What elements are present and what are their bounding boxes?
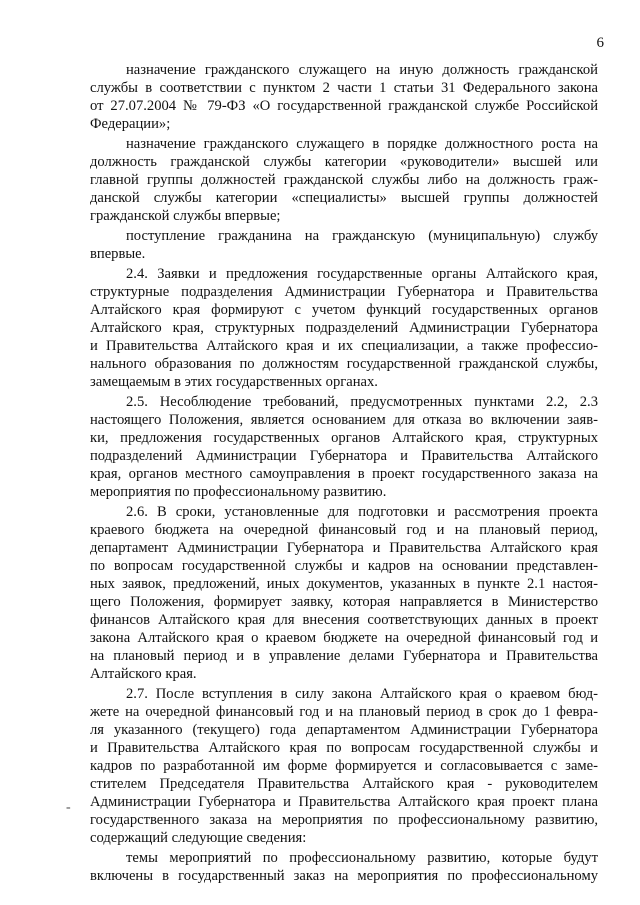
text-line: поступление гражданина на гражданскую (муниципальную) службу	[126, 228, 598, 244]
margin-mark: -	[66, 800, 71, 815]
document-body	[90, 61, 598, 885]
text-line: ных заявок, предложений, иных документов, указанных в пункте 2.1 настоя-	[90, 576, 598, 592]
paragraph-2	[90, 135, 598, 225]
text-line: жете на очередной финансовый год и на плановый период в срок до 1 февра-	[90, 704, 598, 720]
text-line: содержащий следующие сведения:	[90, 830, 307, 846]
text-line: департамент Администрации Губернатора и Правительства Алтайского края	[90, 540, 598, 556]
paragraph-2-5	[90, 393, 598, 501]
text-line: Администрации Губернатора и Правительства Алтайского края проект плана	[90, 794, 598, 810]
text-line: 2.4. Заявки и предложения государственные органы Алтайского края,	[126, 266, 598, 282]
paragraph-3	[90, 227, 598, 263]
text-line: должность гражданской службы категории «руководители» высшей или	[90, 154, 598, 170]
text-line: 2.5. Несоблюдение требований, предусмотренных пунктами 2.2, 2.3	[126, 394, 598, 410]
text-line: настоящего Положения, является основанием для отказа во включении заяв-	[90, 412, 598, 428]
text-line: впервые.	[90, 246, 146, 262]
paragraph-topics	[90, 849, 598, 885]
text-line: и Правительства Алтайского края по вопросам государственной службы и	[90, 740, 598, 756]
text-line: нального образования по должностям государственной гражданской службы,	[90, 356, 598, 372]
text-line: закона Алтайского края о краевом бюджете на очередной финансовый год и	[90, 630, 598, 646]
text-line: гражданской службы впервые;	[90, 208, 281, 224]
paragraph-1	[90, 61, 598, 133]
text-line: замещаемым в этих государственных органах.	[90, 374, 378, 390]
text-line: кадров по разработанной им форме формируется и согласовывается с замe-	[90, 758, 598, 774]
text-line: стителем Председателя Правительства Алтайского края - руководителем	[90, 776, 598, 792]
text-line: Алтайского края формируют с учетом функций государственных органов	[90, 302, 598, 318]
text-line: Федерации»;	[90, 116, 171, 132]
text-line: службы в соответствии с пунктом 2 части 1 статьи 31 Федерального закона	[90, 80, 598, 96]
text-line: краевого бюджета на очередной финансовый год и на плановый период,	[90, 522, 598, 538]
paragraph-2-6	[90, 503, 598, 683]
text-line: на плановый период и в управление делами Губернатора и Правительства	[90, 648, 598, 664]
page-number: 6	[596, 35, 604, 51]
text-line: Алтайского края.	[90, 666, 197, 682]
text-line: главной группы должностей гражданской службы либо на должность граж-	[90, 172, 598, 188]
text-line: края, органов местного самоуправления в проект государственного заказа на	[90, 466, 598, 482]
text-line: и Правительства Алтайского края и их специализации, а также профессио-	[90, 338, 598, 354]
text-line: ки, предложения государственных органов Алтайского края, структурных	[90, 430, 598, 446]
text-line: назначение гражданского служащего в порядке должностного роста на	[126, 136, 598, 152]
text-line: структурные подразделения Администрации Губернатора и Правительства	[90, 284, 598, 300]
text-line: ля указанного (текущего) года департаментом Администрации Губернатора	[90, 722, 598, 738]
text-line: 2.6. В сроки, установленные для подготовки и рассмотрения проекта	[126, 504, 598, 520]
text-line: темы мероприятий по профессиональному развитию, которые будут	[126, 850, 598, 866]
text-line: подразделений Администрации Губернатора и Правительства Алтайского	[90, 448, 598, 464]
text-line: щего Положения, формирует заявку, которая направляется в Министерство	[90, 594, 598, 610]
text-line: мероприятия по профессиональному развитию.	[90, 484, 387, 500]
text-line: данской службы категории «специалисты» высшей группы должностей	[90, 190, 598, 206]
text-line: по вопросам государственной службы и кадров на основании представлен-	[90, 558, 598, 574]
text-line: включены в государственный заказ на мероприятия по профессиональному	[90, 868, 598, 884]
paragraph-2-7	[90, 685, 598, 847]
paragraph-2-4	[90, 265, 598, 391]
text-line: государственного заказа на мероприятия по профессиональному развитию,	[90, 812, 598, 828]
text-line: от 27.07.2004 № 79-ФЗ «О государственной гражданской службе Российской	[90, 98, 598, 114]
text-line: назначение гражданского служащего на иную должность гражданской	[126, 62, 598, 78]
text-line: Алтайского края, структурных подразделений Администрации Губернатора	[90, 320, 598, 336]
text-line: 2.7. После вступления в силу закона Алтайского края о краевом бюд-	[126, 686, 598, 702]
text-line: финансов Алтайского края для внесения соответствующих данных в проект	[90, 612, 598, 628]
